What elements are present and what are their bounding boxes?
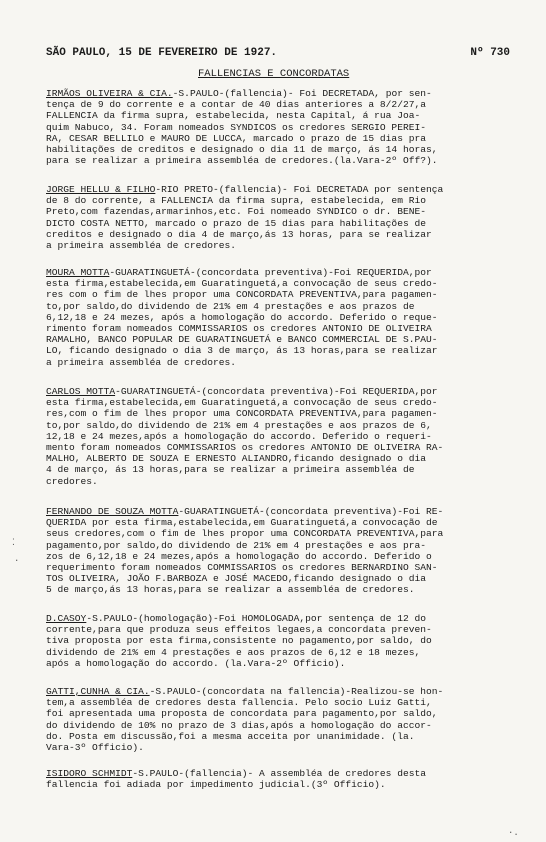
notice-text: -S.PAULO-(homologação)-Foi HOMOLOGADA,por sentença de 12 do [86, 613, 426, 624]
notice-firm-name: IRMÃOS OLIVEIRA & CIA. [46, 88, 173, 99]
notice-text: tença de 9 do corrente e a contar de 40 dias anteriores a 8/2/27,a [46, 99, 426, 111]
notice-entry [46, 686, 516, 753]
notice-text: foi apresentada uma proposta de concordata para pagamento,por saldo, [46, 708, 438, 720]
notice-text: fallencia foi adiada por impedimento judicial.(3º Officio). [46, 779, 386, 791]
notice-text: para se realizar a primeira assembléa de credores.(la.Vara-2º Off?). [46, 155, 438, 167]
notice-firm-name: JORGE HELLU & FILHO [46, 184, 156, 195]
notice-text: 6,12,18 e 24 mezes, após a homologação do accordo. Deferido o reque- [46, 311, 438, 323]
notice-text: de 8 do corrente, a FALLENCIA da firma supra, estabelecida, em Rio [46, 195, 426, 207]
notice-text: requerimento foram nomeados COMMISSARIOS os credores BERNARDINO SAN- [46, 561, 438, 573]
document-header [46, 47, 510, 61]
notice-text: res,com o fim de lhes propor uma CONCORDATA PREVENTIVA,para pagamen- [46, 408, 438, 420]
notice-firm-name: D.CASOY [46, 613, 87, 624]
notice-text: res com o fim de lhes propor uma CONCORDATA PREVENTIVA,para pagamen- [46, 289, 438, 301]
notice-text: DICTO COSTA NETTO, marcado o prazo de 15 dias para habilitações de [46, 217, 426, 229]
notice-text: a primeira assembléa de credores. [46, 356, 236, 368]
section-title: FALLENCIAS E CONCORDATAS [198, 68, 350, 80]
bulletin-number: Nº 730 [470, 47, 510, 59]
margin-mark: ⁚ [12, 538, 15, 548]
notice-firm-name: ISIDORO SCHMIDT [46, 768, 133, 779]
notice-text: TOS OLIVEIRA, JOÃO F.BARBOZA e JOSÉ MACEDO,ficando designado o dia [46, 573, 426, 585]
notice-text: após a homologação do accordo. (la.Vara-2º Officio). [46, 657, 346, 669]
notice-text: zos de 6,12,18 e 24 mezes,após a homologação do accordo. Deferido o [46, 550, 432, 562]
notice-text: to,por saldo,do dividendo de 21% em 4 prestações e aos prazos de [46, 300, 415, 312]
notice-text: pagamento,por saldo,do dividendo de 21% em 4 prestações e aos pra- [46, 539, 426, 551]
notice-entry [46, 88, 516, 166]
notice-firm-name: GATTI,CUNHA & CIA. [46, 686, 150, 697]
notice-text: 12,18 e 24 mezes,após a homologação do accordo. Deferido o requeri- [46, 430, 432, 442]
notice-text: -S.PAULO-(fallencia)- A assembléa de credores desta [132, 768, 426, 779]
notice-text: -GUARATINGUETÁ-(concordata preventiva)-Foi REQUERIDA,por [115, 386, 438, 397]
notice-text: QUERIDA por esta firma,estabelecida,em Guaratinguetá,a convocação de [46, 517, 438, 529]
notice-text: seus credores,com o fim de lhes propor uma CONCORDATA PREVENTIVA,para [46, 528, 444, 540]
notice-text: quim Nabuco, 34. Foram nomeados SYNDICOS os credores SERGIO PEREI- [46, 121, 426, 133]
notice-entry [46, 267, 516, 368]
notice-text: a primeira assembléa de credores. [46, 239, 236, 251]
notice-text: FALLENCIA da firma supra, estabelecida, nesta Capital, á rua Joa- [46, 110, 421, 122]
notice-text: tem,a assembléa de credores desta fallencia. Pelo socio Luiz Gatti, [46, 697, 432, 709]
notice-text: -GUARATINGUETÁ-(concordata preventiva)-Foi REQUERIDA,por [109, 267, 432, 278]
notice-text: to,por saldo,do dividendo de 21% em 4 prestações e aos prazos de 6, [46, 419, 432, 431]
notice-entry [46, 768, 516, 790]
notice-text: RAMALHO, BANCO POPULAR DE GUARATINGUETÁ e BANCO COMMERCIAL DE S.PAU- [46, 334, 438, 346]
notice-entry [46, 613, 516, 669]
margin-mark: · [14, 556, 20, 566]
notice-text: 5 de março,ás 13 horas,para se realizar a assembléa de credores. [46, 584, 415, 596]
notice-text: MALHO, ALBERTO DE SOUZA E ERNESTO ALIANDRO,ficando designado o dia [46, 453, 426, 465]
notice-firm-name: FERNANDO DE SOUZA MOTTA [46, 506, 179, 517]
notice-text: esta firma,estabelecida,em Guaratinguetá,a convocação de seus credo- [46, 278, 438, 290]
notice-entry [46, 506, 516, 596]
notice-entry [46, 386, 516, 487]
notice-text: RA, CESAR BELLILO e MAURO DE LUCCA, marcado o prazo de 15 dias pra [46, 132, 426, 144]
notice-text: tiva proposta por esta firma,consistente no pagamento,por saldo, do [46, 635, 432, 647]
notice-text: Vara-3º Officio). [46, 741, 144, 753]
notice-text: esta firma,estabelecida,em Guaratinguetá,a convocação de seus credo- [46, 397, 438, 409]
notice-text: mento foram nomeados COMMISSARIOS os credores ANTONIO DE OLIVEIRA RA- [46, 441, 444, 453]
publication-date: SÃO PAULO, 15 DE FEVEREIRO DE 1927. [46, 47, 278, 59]
notice-text: Preto,com fazendas,armarinhos,etc. Foi nomeado SYNDICO o dr. BENE- [46, 206, 426, 218]
notice-text: habilitações de creditos e designado o dia 11 de março, ás 14 horas, [46, 143, 438, 155]
notice-text: creditos e designado o dia 4 de março,ás 13 horas, para se realizar [46, 228, 432, 240]
notice-firm-name: MOURA MOTTA [46, 267, 110, 278]
notice-text: dividendo de 21% em 4 prestações e aos prazos de 6,12 e 18 mezes, [46, 646, 421, 658]
notice-text: do dividendo de 10% no prazo de 3 dias,após a homologação do accor- [46, 719, 432, 731]
notice-text: LO, ficando designado o dia 3 de março, ás 13 horas,para se realizar [46, 345, 438, 357]
notice-text: -S.PAULO-(concordata na fallencia)-Realizou-se hon- [149, 686, 444, 697]
margin-mark: ·. [508, 828, 519, 838]
notice-text: credores. [46, 475, 98, 487]
notice-text: 4 de março, ás 13 horas,para se realizar a primeira assembléa de [46, 464, 415, 476]
notice-text: -S.PAULO-(fallencia)- Foi DECRETADA, por sen- [172, 88, 432, 99]
notice-entry [46, 184, 516, 251]
notice-text: -GUARATINGUETÁ-(concordata preventiva)-Foi RE- [178, 506, 444, 517]
notice-text: corrente,para que produza seus effeitos legaes,a concordata preven- [46, 624, 432, 636]
notice-firm-name: CARLOS MOTTA [46, 386, 116, 397]
notice-text: -RIO PRETO-(fallencia)- Foi DECRETADA por sentença [155, 184, 444, 195]
notice-text: rimento foram nomeados COMMISSARIOS os credores ANTONIO DE OLIVEIRA [46, 322, 432, 334]
notice-text: do. Posta em discussão,foi a mesma acceita por unanimidade. (la. [46, 730, 415, 742]
